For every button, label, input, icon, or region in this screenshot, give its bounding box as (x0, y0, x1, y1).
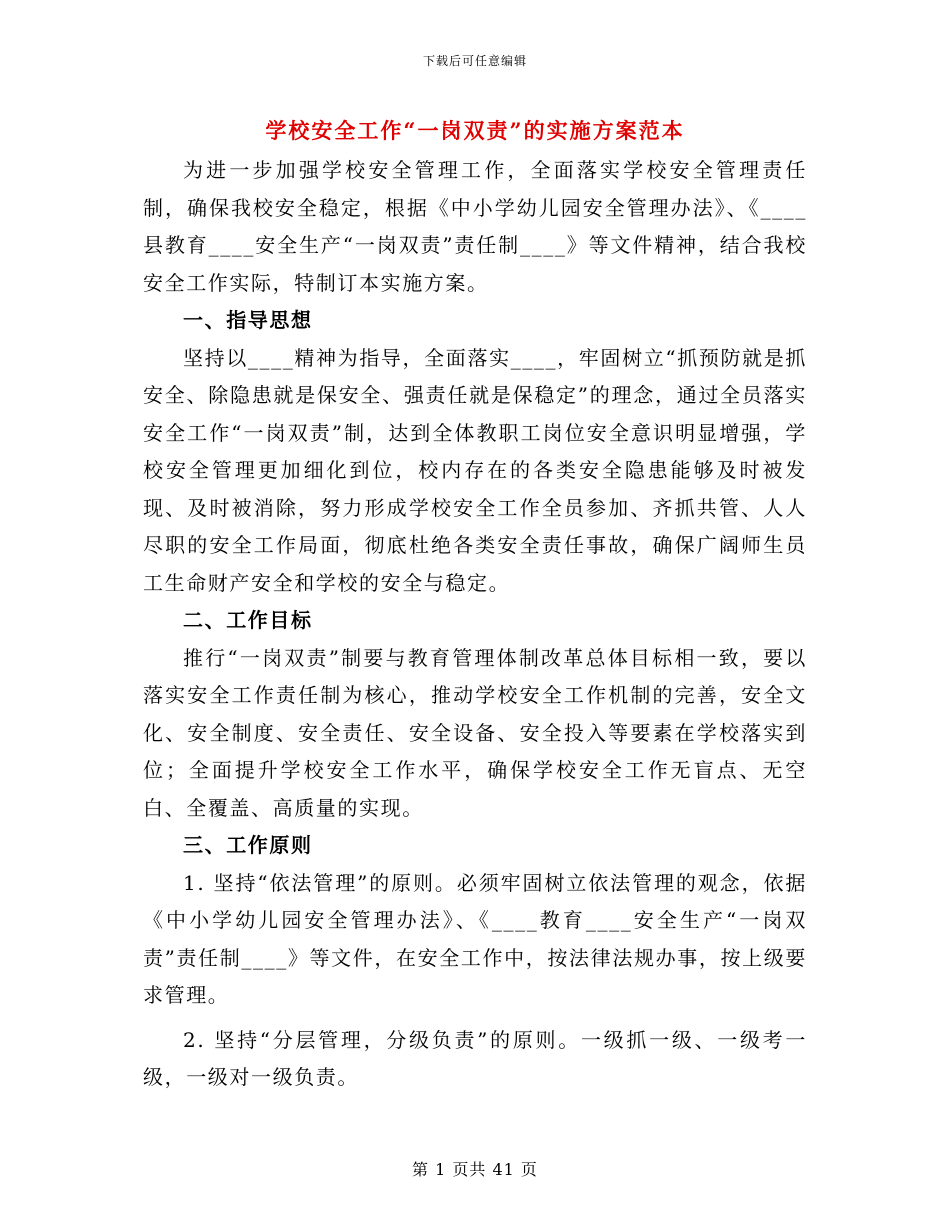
section-heading-guiding-ideology: 一、指导思想 (183, 308, 313, 332)
document-body (143, 152, 807, 1097)
section-heading-work-principles: 三、工作原则 (183, 833, 313, 857)
page-header: 下载后可任意编辑 (422, 54, 527, 68)
document-title: 学校安全工作“一岗双责”的实施方案范本 (265, 118, 685, 143)
page-number-footer: 第 1 页共 41 页 (412, 1160, 538, 1179)
principle-item-2: 2. 坚持“分层管理，分级负责”的原则。一级抓一级、一级考一级，一级对一级负责。 (143, 1027, 807, 1089)
principle-item-1: 1. 坚持“依法管理”的原则。必须牢固树立依法管理的观念，依据《中小学幼儿园安全管理办法》、《____教育____安全生产“一岗双责”责任制____》等文件，在安全工作中，按法律法规办事，按上级要求管理。 (143, 870, 807, 1007)
intro-paragraph: 为进一步加强学校安全管理工作，全面落实学校安全管理责任制，确保我校安全稳定，根据《中小学幼儿园安全管理办法》、《____县教育____安全生产“一岗双责”责任制____》等文件精神，结合我校安全工作实际，特制订本实施方案。 (143, 158, 807, 295)
section-paragraph: 坚持以____精神为指导，全面落实____，牢固树立“抓预防就是抓安全、除隐患就是保安全、强责任就是保稳定”的理念，通过全员落实安全工作“一岗双责”制，达到全体教职工岗位安全意识明显增强，学校安全管理更加细化到位，校内存在的各类安全隐患能够及时被发现、及时被消除，努力形成学校安全工作全员参加、齐抓共管、人人尽职的安全工作局面，彻底杜绝各类安全责任事故，确保广阔师生员工生命财产安全和学校的安全与稳定。 (143, 345, 807, 595)
section-heading-work-goals: 二、工作目标 (183, 608, 313, 632)
section-paragraph: 推行“一岗双责”制要与教育管理体制改革总体目标相一致，要以落实安全工作责任制为核心，推动学校安全工作机制的完善，安全文化、安全制度、安全责任、安全设备、安全投入等要素在学校落实到位；全面提升学校安全工作水平，确保学校安全工作无盲点、无空白、全覆盖、高质量的实现。 (143, 645, 807, 820)
